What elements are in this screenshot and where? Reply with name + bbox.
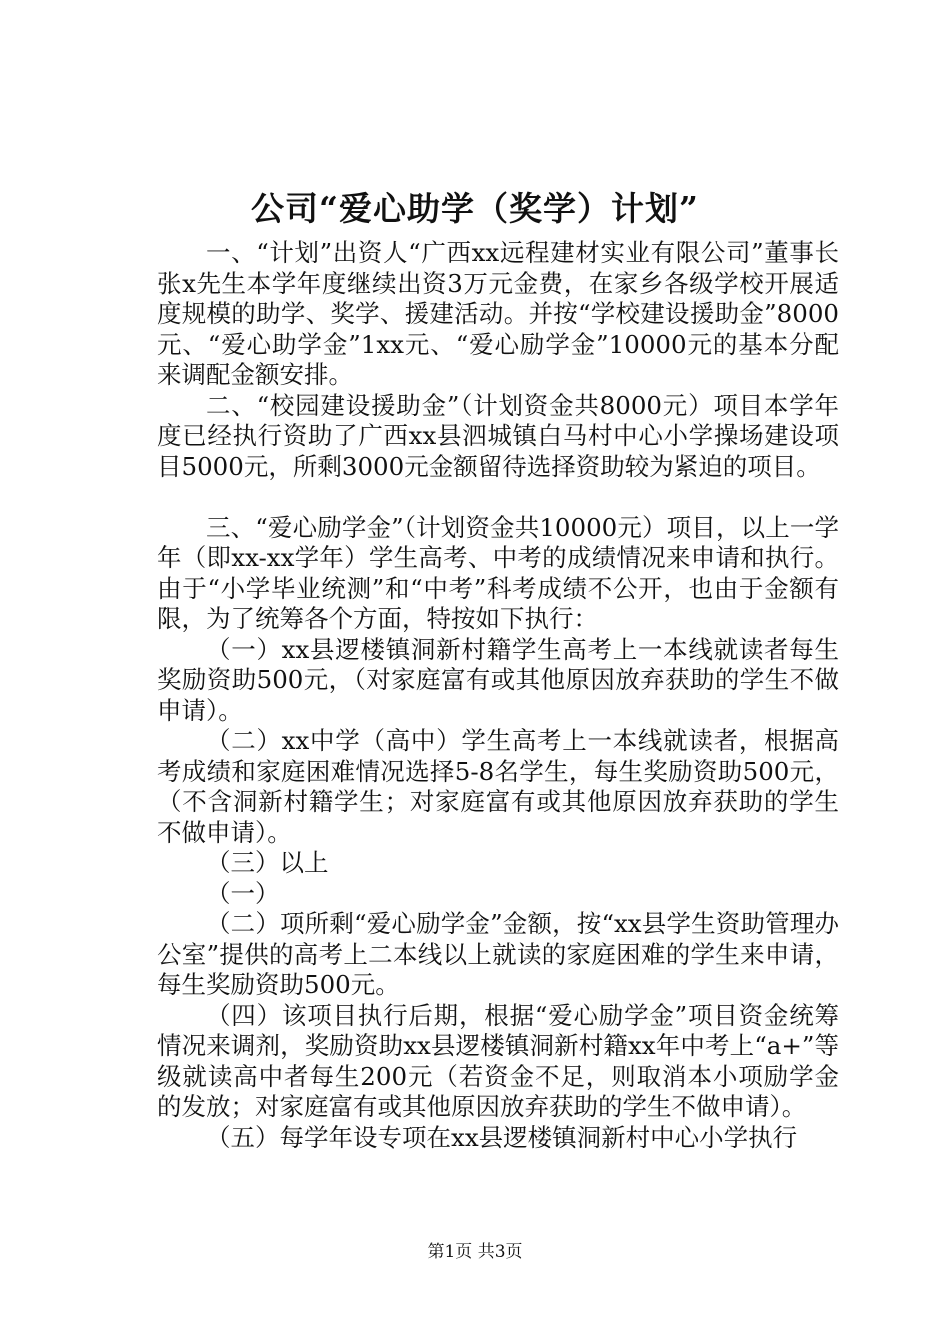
paragraph-10: （五）每学年设专项在xx县逻楼镇洞新村中心小学执行	[206, 1122, 798, 1152]
paragraph-3: 三、“爱心励学金”（计划资金共10000元）项目，以上一学年（即xx-xx学年）学生高考、中考的成绩情况来申请和执行。由于“小学毕业统测”和“中考”科考成绩不公开，也由于金额有限，为了统筹各个方面，特按如下执行：	[157, 512, 839, 633]
paragraph-2: 二、“校园建设援助金”（计划资金共8000元）项目本学年度已经执行资助了广西xx县泗城镇白马村中心小学操场建设项目5000元，所剩3000元金额留待选择资助较为紧迫的项目。	[157, 390, 839, 481]
document-body	[157, 238, 839, 1153]
paragraph-9: （四）该项目执行后期，根据“爱心励学金”项目资金统筹情况来调剂，奖励资助xx县逻楼镇洞新村籍xx年中考上“a+”等级就读高中者每生200元（若资金不足，则取消本小项励学金的发放；对家庭富有或其他原因放弃获助的学生不做申请）。	[157, 1000, 839, 1121]
page-footer: 第1页 共3页	[427, 1242, 523, 1262]
paragraph-1: 一、“计划”出资人“广西xx远程建材实业有限公司”董事长张x先生本学年度继续出资3万元金费，在家乡各级学校开展适度规模的助学、奖学、援建活动。并按“学校建设援助金”8000元、“爱心助学金”1xx元、“爱心励学金”10000元的基本分配来调配金额安排。	[157, 238, 839, 389]
paragraph-7: （一）	[206, 878, 280, 908]
paragraph-5: （二）xx中学（高中）学生高考上一本线就读者，根据高考成绩和家庭困难情况选择5-8名学生，每生奖励资助500元，（不含洞新村籍学生；对家庭富有或其他原因放弃获助的学生不做申请）。	[157, 726, 839, 847]
paragraph-6: （三）以上	[206, 848, 329, 877]
paragraph-4: （一）xx县逻楼镇洞新村籍学生高考上一本线就读者每生奖励资助500元，（对家庭富有或其他原因放弃获助的学生不做申请）。	[157, 634, 839, 725]
document-title: 公司“爱心助学（奖学）计划”	[251, 189, 699, 228]
paragraph-8: （二）项所剩“爱心励学金”金额，按“xx县学生资助管理办公室”提供的高考上二本线以上就读的家庭困难的学生来申请，每生奖励资助500元。	[157, 909, 839, 999]
